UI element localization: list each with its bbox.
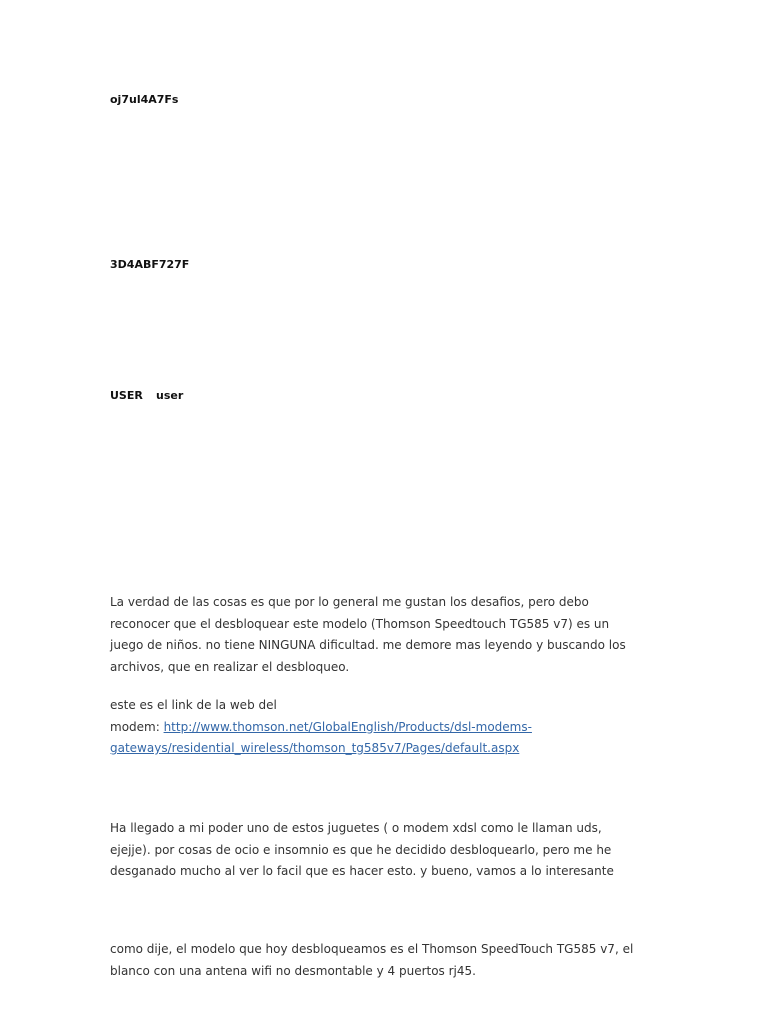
- user-value: user: [156, 389, 184, 402]
- link-text-part1[interactable]: http://www.thomson.net/GlobalEnglish/Products/dsl-modems-: [163, 719, 532, 734]
- paragraph-model: [110, 939, 670, 982]
- paragraph-line: Ha llegado a mi poder uno de estos juguetes ( o modem xdsl como le llaman uds,: [110, 821, 602, 835]
- paragraph-line: blanco con una antena wifi no desmontable y 4 puertos rj45.: [110, 963, 476, 978]
- paragraph-line: archivos, que en realizar el desbloqueo.: [110, 659, 350, 674]
- paragraph-line: desganado mucho al ver lo facil que es hacer esto. y bueno, vamos a lo interesante: [110, 864, 614, 878]
- paragraph-line: juego de niños. no tiene NINGUNA dificultad. me demore mas leyendo y buscando los: [110, 638, 626, 652]
- thomson-product-link[interactable]: [110, 720, 532, 756]
- paragraph-line: La verdad de las cosas es que por lo general me gustan los desafios, pero debo: [110, 595, 589, 609]
- user-label: USER: [110, 389, 143, 402]
- paragraph-line: ejejje). por cosas de ocio e insomnio es que he decidido desbloquearlo, pero me he: [110, 842, 612, 857]
- code-text-2: 3D4ABF727F: [110, 258, 190, 271]
- user-credentials: [110, 389, 183, 402]
- paragraph-link: [110, 695, 670, 760]
- link-text-part2[interactable]: gateways/residential_wireless/thomson_tg585v7/Pages/default.aspx: [110, 741, 520, 755]
- paragraph-line: como dije, el modelo que hoy desbloqueamos es el Thomson SpeedTouch TG585 v7, el: [110, 942, 634, 956]
- paragraph-line: este es el link de la web del: [110, 698, 277, 712]
- code-text-1: oj7ul4A7Fs: [110, 93, 179, 106]
- link-prefix: modem:: [110, 719, 164, 734]
- paragraph-story: [110, 818, 670, 883]
- paragraph-intro: [110, 592, 670, 678]
- paragraph-line: reconocer que el desbloquear este modelo (Thomson Speedtouch TG585 v7) es un: [110, 616, 610, 631]
